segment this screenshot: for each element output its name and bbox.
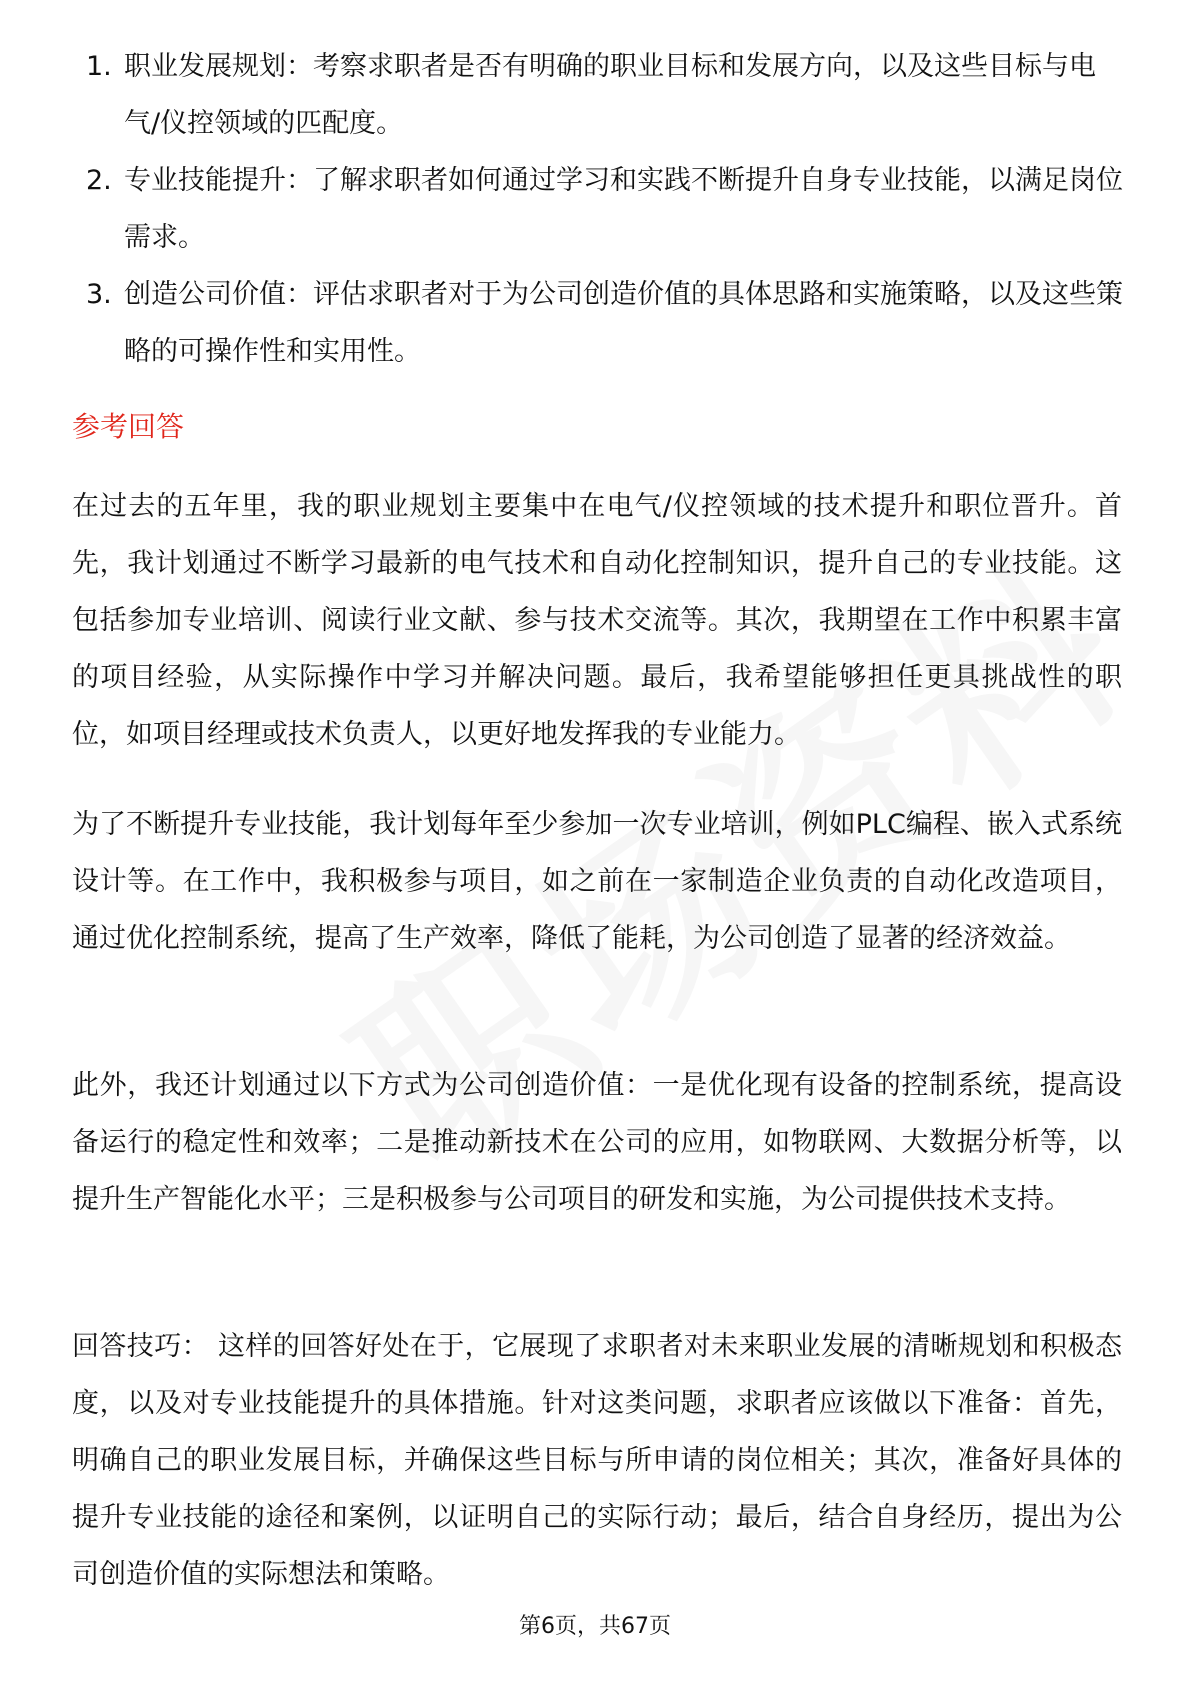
reference-answer-heading: 参考回答	[72, 410, 185, 443]
answer-paragraph-skill-plan: 为了不断提升专业技能，我计划每年至少参加一次专业培训，例如PLC编程、嵌入式系统设计等。在工作中，我积极参与项目，如之前在一家制造企业负责的自动化改造项目，通过优化控制系统，提高了生产效率，降低了能耗，为公司创造了显著的经济效益。	[72, 809, 1122, 954]
evaluation-criteria-list	[72, 38, 1132, 380]
criteria-number: 1.	[86, 51, 112, 82]
criteria-item-skill-improvement	[72, 152, 1132, 266]
criteria-number: 2.	[86, 165, 112, 196]
answer-paragraph-career-plan: 在过去的五年里，我的职业规划主要集中在电气/仪控领域的技术提升和职位晋升。首先，我计划通过不断学习最新的电气技术和自动化控制知识，提升自己的专业技能。这包括参加专业培训、阅读行业文献、参与技术交流等。其次，我期望在工作中积累丰富的项目经验，从实际操作中学习并解决问题。最后，我希望能够担任更具挑战性的职位，如项目经理或技术负责人，以更好地发挥我的专业能力。	[72, 491, 1122, 750]
criteria-number: 3.	[86, 279, 112, 310]
answer-tips-paragraph: 回答技巧： 这样的回答好处在于，它展现了求职者对未来职业发展的清晰规划和积极态度，以及对专业技能提升的具体措施。针对这类问题，求职者应该做以下准备：首先，明确自己的职业发展目标，并确保这些目标与所申请的岗位相关；其次，准备好具体的提升专业技能的途径和案例，以证明自己的实际行动；最后，结合自身经历，提出为公司创造价值的实际想法和策略。	[72, 1331, 1122, 1590]
page-number-footer: 第6页，共67页	[519, 1614, 671, 1639]
criteria-text: 创造公司价值：评估求职者对于为公司创造价值的具体思路和实施策略，以及这些策略的可操作性和实用性。	[124, 279, 1123, 367]
criteria-item-career-planning	[72, 38, 1132, 152]
criteria-text: 专业技能提升：了解求职者如何通过学习和实践不断提升自身专业技能，以满足岗位需求。	[124, 165, 1123, 253]
criteria-item-company-value	[72, 266, 1132, 380]
criteria-text: 职业发展规划：考察求职者是否有明确的职业目标和发展方向，以及这些目标与电气/仪控领域的匹配度。	[124, 51, 1096, 139]
answer-paragraph-value-plan: 此外，我还计划通过以下方式为公司创造价值：一是优化现有设备的控制系统，提高设备运行的稳定性和效率；二是推动新技术在公司的应用，如物联网、大数据分析等，以提升生产智能化水平；三是积极参与公司项目的研发和实施，为公司提供技术支持。	[72, 1070, 1122, 1215]
